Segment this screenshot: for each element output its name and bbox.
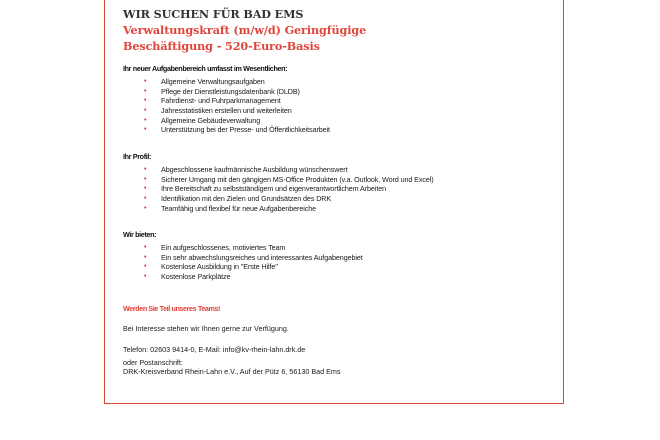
offer-list: [123, 243, 363, 282]
list-item: • Kostenlose Parkplätze: [144, 272, 231, 282]
tasks-list: [123, 77, 330, 135]
bullet-icon: •: [144, 204, 147, 212]
postal-address: DRK-Kreisverband Rhein-Lahn e.V., Auf der Pütz 6, 56130 Bad Ems: [123, 367, 341, 376]
interest-text: Bei Interesse stehen wir Ihnen gerne zur Verfügung.: [123, 324, 289, 333]
offer-section-title: Wir bieten:: [123, 230, 157, 239]
list-item: • Identifikation mit den Zielen und Grundsätzen des DRK: [144, 194, 332, 204]
bullet-icon: •: [144, 107, 147, 115]
job-posting-page: [104, 0, 564, 404]
bullet-icon: •: [144, 185, 147, 193]
list-item: • Allgemeine Verwaltungsaufgaben: [144, 77, 265, 86]
bullet-icon: •: [144, 244, 147, 251]
bullet-icon: •: [144, 166, 147, 173]
list-item: • Abgeschlossene kaufmännische Ausbildung wünschenswert: [144, 165, 348, 174]
bullet-icon: •: [144, 273, 147, 281]
bullet-icon: •: [144, 253, 147, 261]
postal-label: oder Postanschrift:: [123, 358, 183, 367]
bullet-icon: •: [144, 195, 147, 203]
profile-section-title: Ihr Profil:: [123, 152, 152, 161]
bullet-icon: •: [144, 97, 147, 105]
list-item: • Ein sehr abwechslungsreiches und interessantes Aufgabengebiet: [144, 252, 363, 262]
bullet-icon: •: [144, 87, 147, 95]
list-item: • Unterstützung bei der Presse- und Öffentlichkeitsarbeit: [144, 125, 330, 135]
bullet-icon: •: [144, 116, 147, 124]
bullet-icon: •: [144, 126, 147, 134]
job-title-line-1: Verwaltungskraft (m/w/d) Geringfügige: [123, 23, 367, 37]
list-item: • Jahresstatistiken erstellen und weiterleiten: [144, 106, 292, 116]
tasks-section-title: Ihr neuer Aufgabenbereich umfasst im Wesentlichen:: [123, 64, 288, 73]
profile-list: [123, 165, 434, 213]
list-item: • Kostenlose Ausbildung in "Erste Hilfe": [144, 262, 278, 272]
list-item: • Sicherer Umgang mit den gängigen MS-Office Produkten (v.a. Outlook, Word und Excel): [144, 174, 434, 184]
team-callout: Werden Sie Teil unseres Teams!: [123, 304, 221, 313]
contact-phone-email: Telefon: 02603 9414-0, E-Mail: info@kv-rhein-lahn.drk.de: [123, 345, 306, 354]
list-item: • Ihre Bereitschaft zu selbstständigem und eigenverantwortlichem Arbeiten: [144, 184, 387, 194]
list-item: • Ein aufgeschlossenes, motiviertes Team: [144, 243, 286, 252]
job-title-line-2: Beschäftigung - 520-Euro-Basis: [123, 39, 320, 53]
posting-location-heading: WIR SUCHEN FÜR BAD EMS: [123, 7, 304, 21]
list-item: • Teamfähig und flexibel für neue Aufgabenbereiche: [144, 203, 317, 213]
list-item: • Pflege der Dienstleistungsdatenbank (DLDB): [144, 86, 300, 96]
list-item: • Allgemeine Gebäudeverwaltung: [144, 115, 261, 125]
bullet-icon: •: [144, 263, 147, 271]
bullet-icon: •: [144, 175, 147, 183]
list-item: • Fahrdienst- und Fuhrparkmanagement: [144, 96, 281, 106]
bullet-icon: •: [144, 78, 147, 85]
